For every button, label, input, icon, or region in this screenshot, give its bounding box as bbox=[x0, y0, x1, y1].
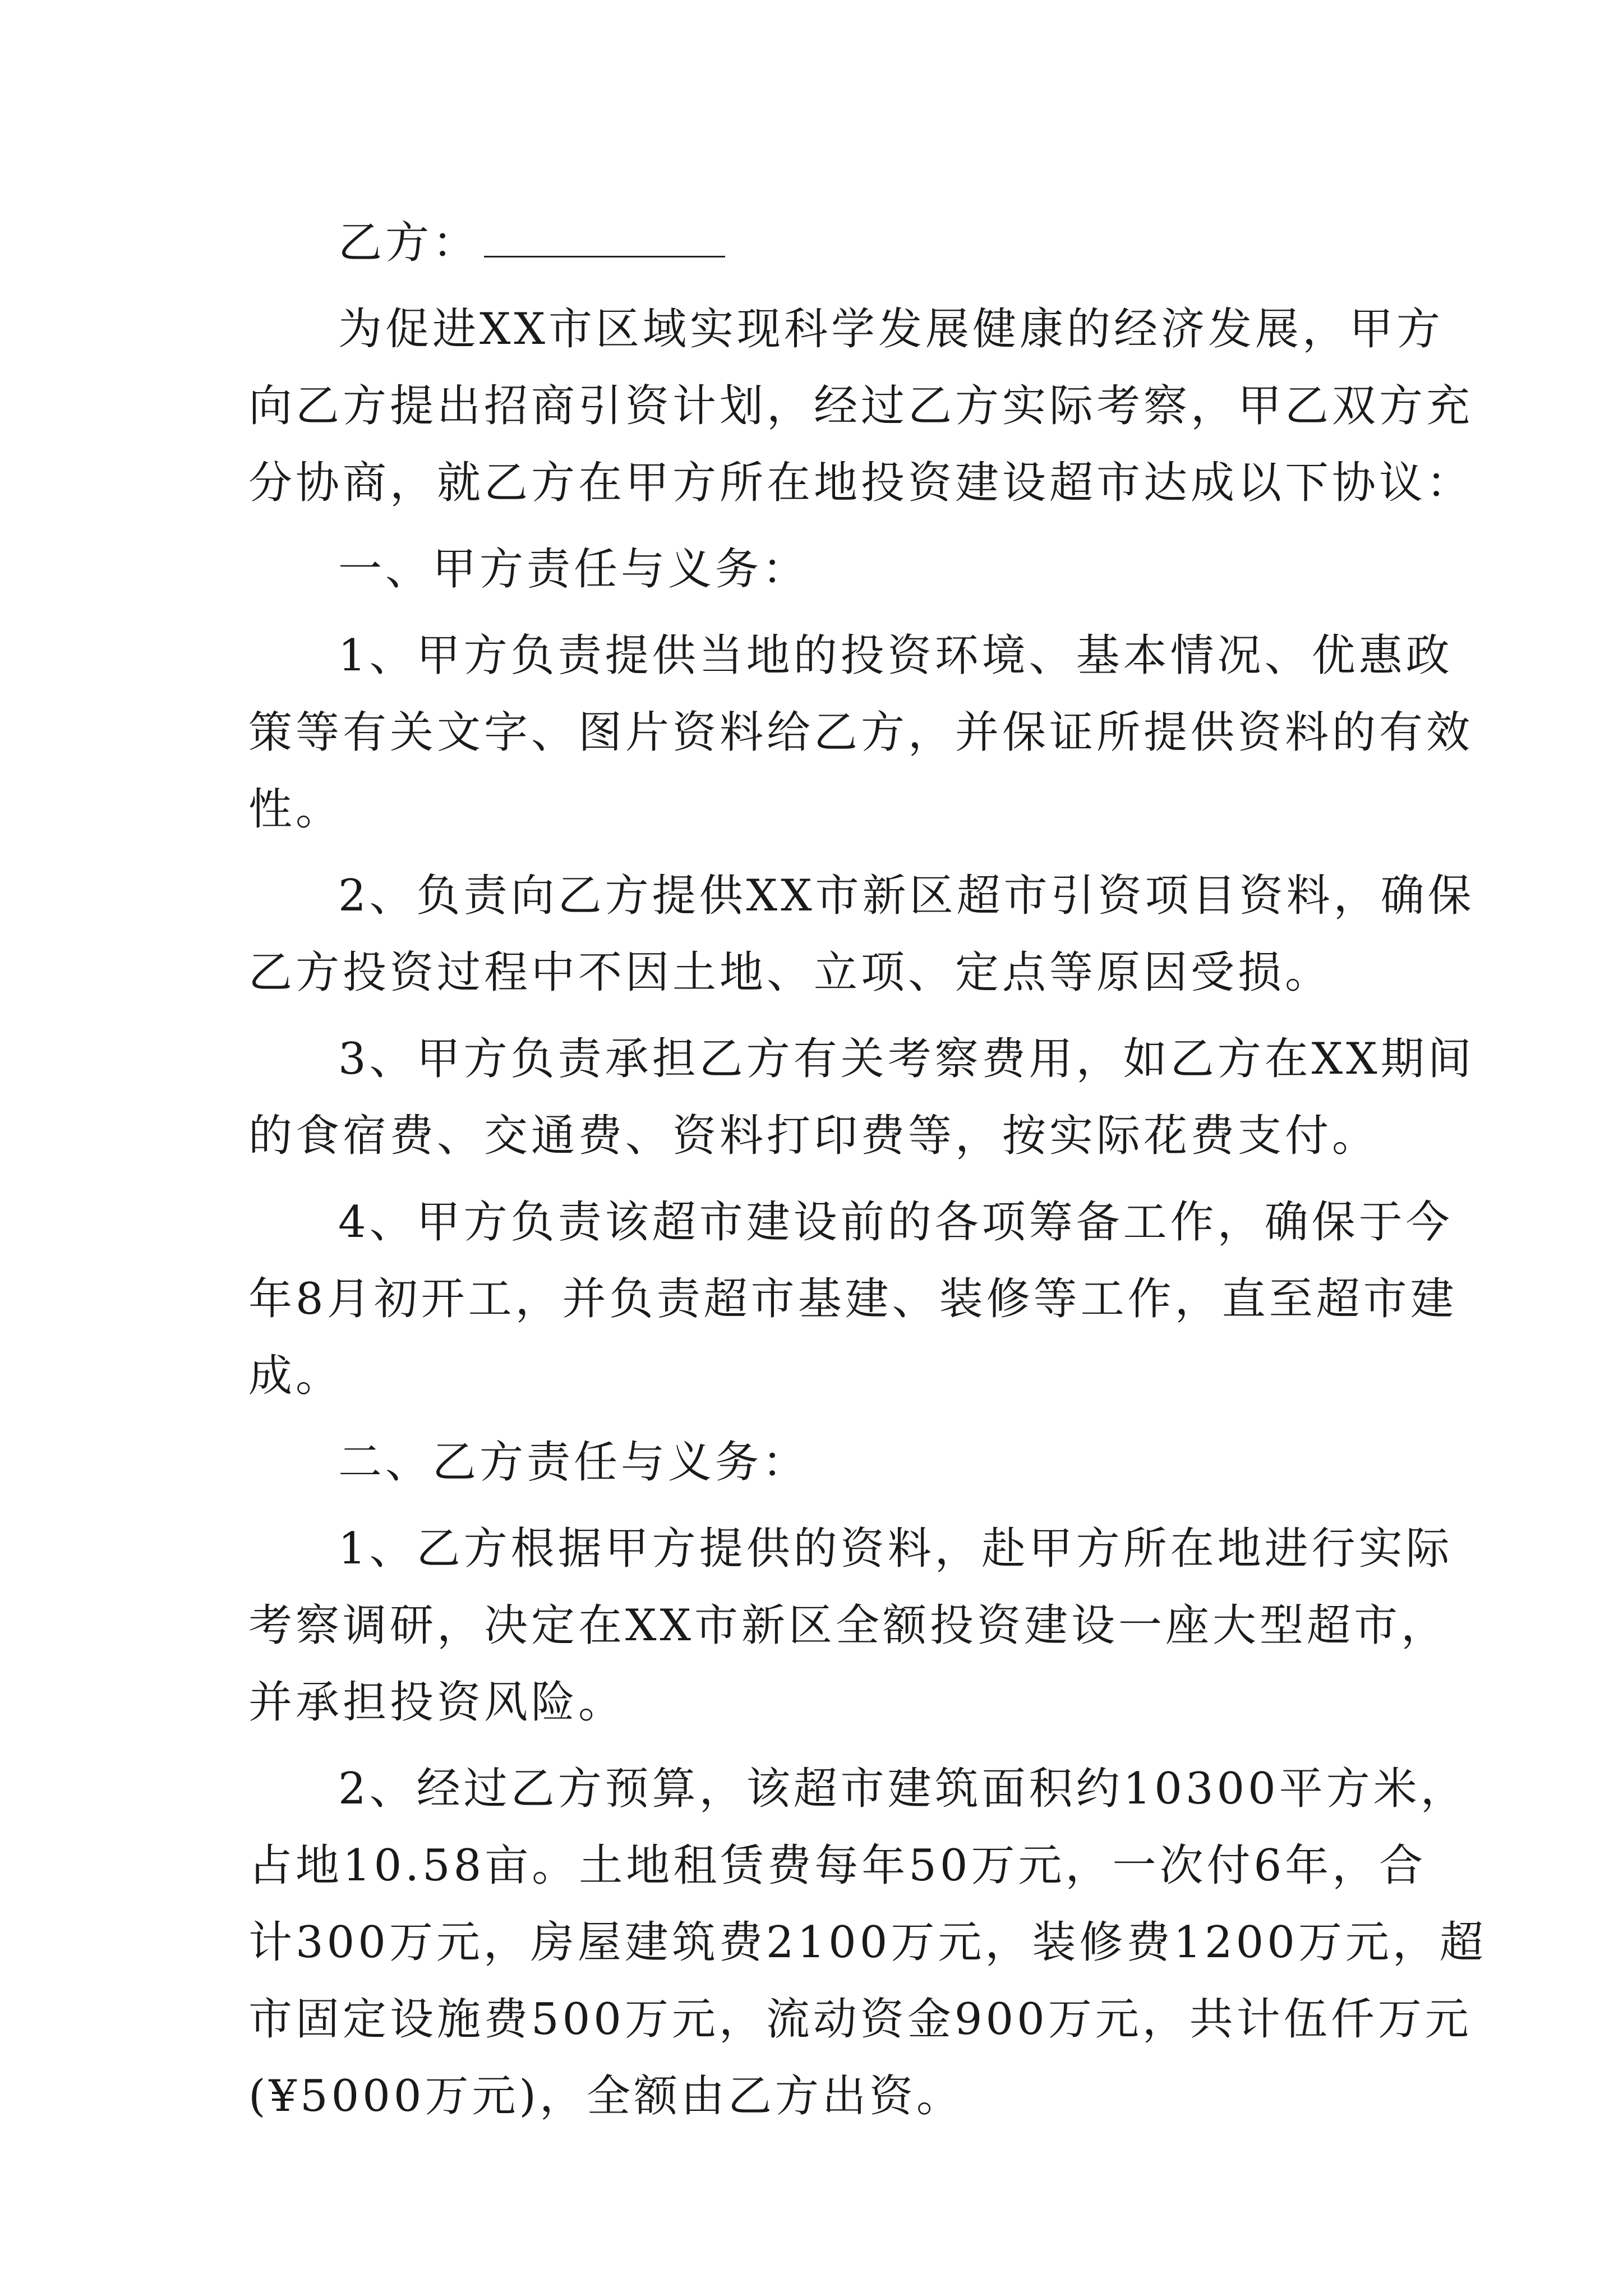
text-line: 1、甲方负责提供当地的投资环境、基本情况、优惠政 bbox=[338, 631, 1453, 681]
party-b-line bbox=[248, 205, 1393, 282]
document-body bbox=[248, 205, 1487, 2135]
text-line: 2、经过乙方预算，该超市建筑面积约10300平方米， bbox=[338, 1764, 1468, 1814]
text-line: (¥5000万元)，全额由乙方出资。 bbox=[248, 2071, 963, 2122]
section-heading-party-a bbox=[248, 531, 1393, 608]
text-line: 计300万元，房屋建筑费2100万元，装修费1200万元，超 bbox=[248, 1917, 1487, 1968]
section-heading: 一、甲方责任与义务： bbox=[338, 544, 810, 595]
text-line: 市固定设施费500万元，流动资金900万元，共计伍仟万元 bbox=[248, 1994, 1472, 2045]
text-line: 3、甲方负责承担乙方有关考察费用，如乙方在XX期间 bbox=[338, 1034, 1475, 1084]
text-line: 性。 bbox=[248, 784, 343, 835]
paragraph-a-item-3 bbox=[248, 1021, 1475, 1175]
text-line: 分协商，就乙方在甲方所在地投资建设超市达成以下协议： bbox=[248, 458, 1474, 508]
paragraph-a-item-2 bbox=[248, 858, 1475, 1011]
section-heading-party-b bbox=[248, 1424, 1393, 1501]
text-line: 成。 bbox=[248, 1351, 343, 1401]
paragraph-a-item-1 bbox=[248, 618, 1474, 848]
paragraph-a-item-4 bbox=[248, 1184, 1458, 1415]
text-line: 占地10.58亩。土地租赁费每年50万元，一次付6年，合 bbox=[248, 1841, 1427, 1891]
paragraph-b-item-2 bbox=[248, 1751, 1487, 2135]
text-line: 并承担投资风险。 bbox=[248, 1677, 626, 1728]
paragraph-intro bbox=[248, 291, 1474, 522]
text-line: 1、乙方根据甲方提供的资料，赴甲方所在地进行实际 bbox=[338, 1524, 1453, 1574]
text-line: 2、负责向乙方提供XX市新区超市引资项目资料，确保 bbox=[338, 871, 1475, 921]
text-line: 向乙方提出招商引资计划，经过乙方实际考察，甲乙双方充 bbox=[248, 381, 1474, 431]
text-line: 为促进XX市区域实现科学发展健康的经济发展，甲方 bbox=[338, 304, 1444, 355]
party-b-label: 乙方： bbox=[338, 218, 480, 268]
text-line: 的食宿费、交通费、资料打印费等，按实际花费支付。 bbox=[248, 1111, 1380, 1161]
text-line: 年8月初开工，并负责超市基建、装修等工作，直至超市建 bbox=[248, 1274, 1458, 1324]
text-line: 考察调研，决定在XX市新区全额投资建设一座大型超市， bbox=[248, 1600, 1449, 1651]
text-line: 乙方投资过程中不因土地、立项、定点等原因受损。 bbox=[248, 947, 1332, 998]
text-line: 策等有关文字、图片资料给乙方，并保证所提供资料的有效 bbox=[248, 707, 1474, 758]
paragraph-b-item-1 bbox=[248, 1511, 1453, 1741]
text-line: 4、甲方负责该超市建设前的各项筹备工作，确保于今 bbox=[338, 1197, 1453, 1248]
section-heading: 二、乙方责任与义务： bbox=[338, 1437, 810, 1488]
party-b-blank-field[interactable] bbox=[484, 222, 725, 257]
